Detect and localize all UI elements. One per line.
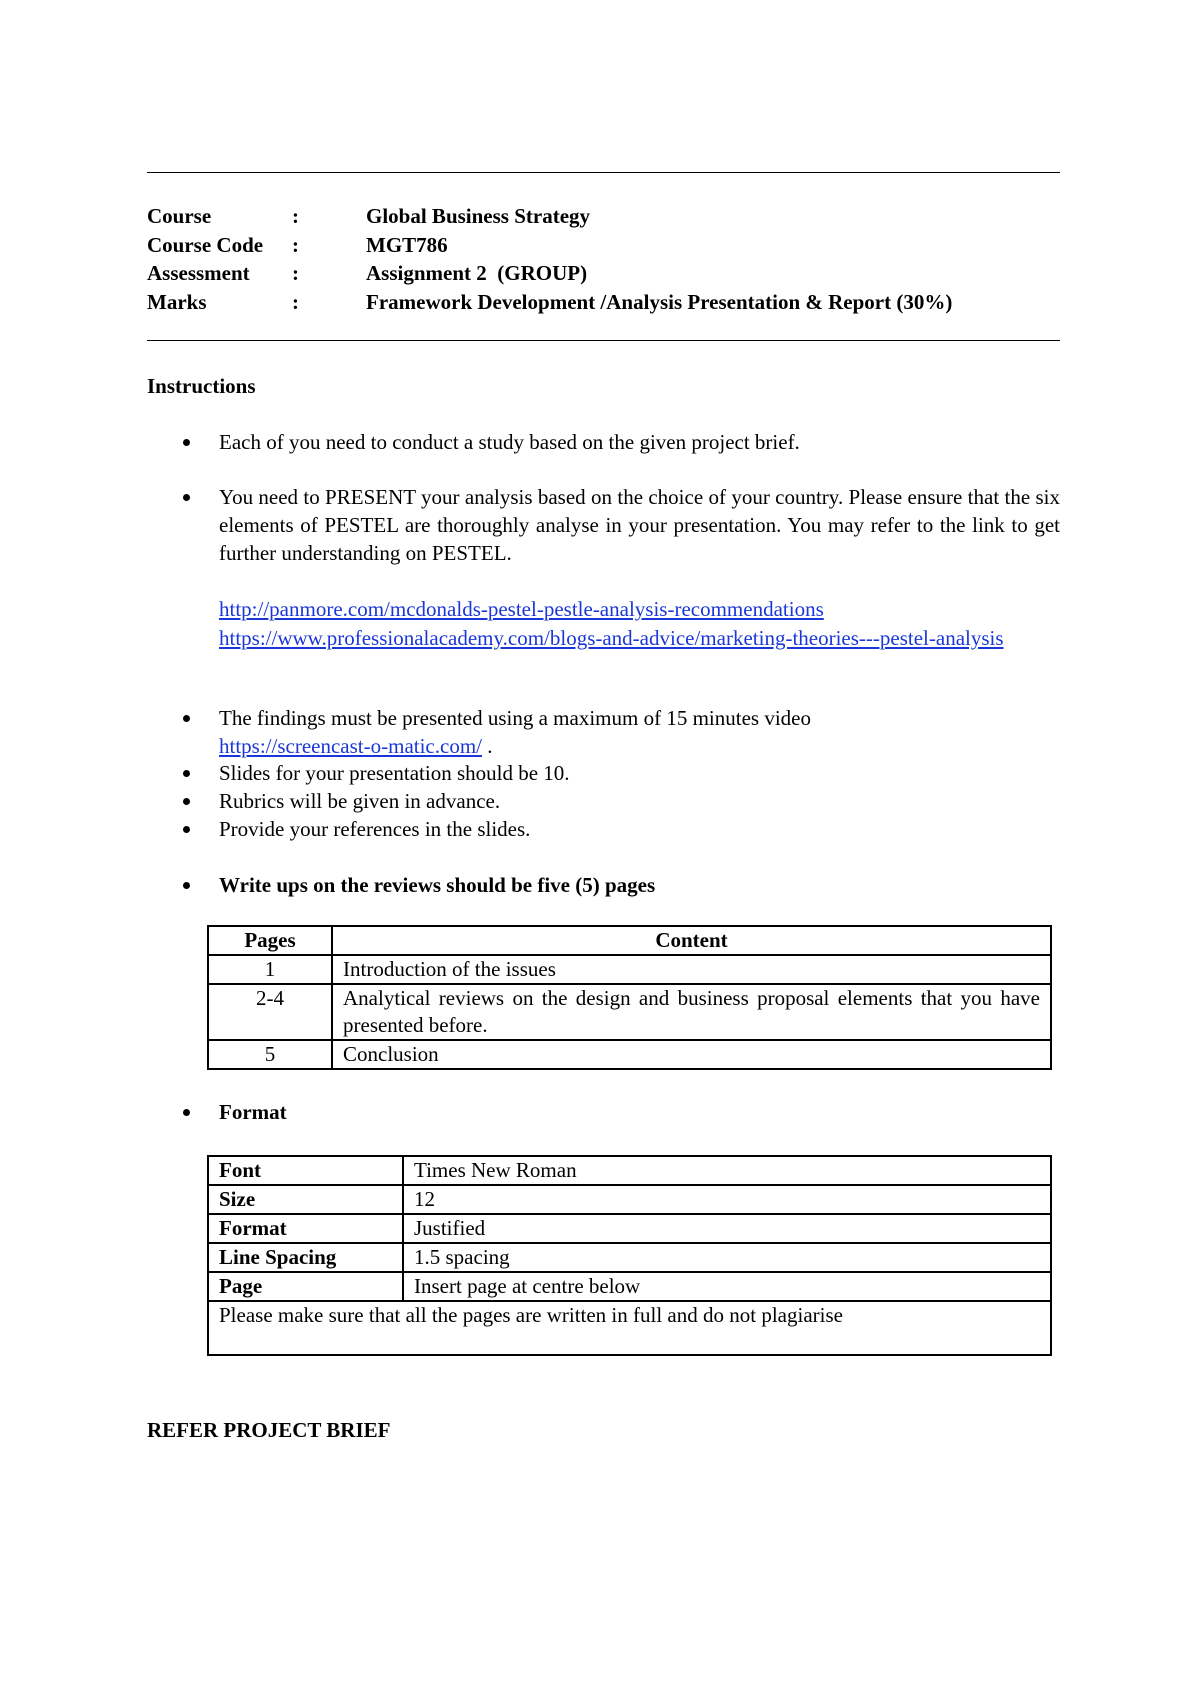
assessment-colon: : — [292, 261, 299, 285]
table-row — [208, 955, 1051, 984]
page-content: Conclusion — [332, 1040, 1051, 1069]
course-code-label: Course Code — [147, 232, 264, 257]
assessment-label: Assessment — [147, 261, 250, 285]
course-code-colon: : — [292, 232, 299, 257]
course-colon: : — [292, 204, 299, 228]
instruction-rubrics: Rubrics will be given in advance. — [219, 789, 501, 813]
format-key: Size — [208, 1185, 403, 1214]
table-row — [208, 1243, 1051, 1272]
marks-label: Marks — [147, 289, 207, 314]
format-heading: Format — [219, 1100, 287, 1124]
format-value: Insert page at centre below — [403, 1272, 1051, 1301]
format-table — [207, 1155, 1052, 1356]
page-number: 2-4 — [208, 984, 332, 1040]
table-header-row — [208, 926, 1051, 955]
page-content: Analytical reviews on the design and business proposal elements that you have presented before. — [332, 984, 1051, 1040]
pages-header: Pages — [208, 926, 332, 955]
course-code-value: MGT786 — [366, 232, 448, 257]
instruction-references: Provide your references in the slides. — [219, 817, 531, 841]
marks-colon: : — [292, 289, 299, 314]
format-value: Times New Roman — [403, 1156, 1051, 1185]
instruction-present: You need to PRESENT your analysis based on the choice of your country. Please ensure that the six elements of PESTEL are thoroughly analyse in your presentation. You may refer to the link to get further understanding on PESTEL. — [219, 485, 1060, 565]
table-row — [208, 1214, 1051, 1243]
table-row — [208, 1040, 1051, 1069]
instruction-video — [219, 704, 1060, 760]
video-text: The findings must be presented using a maximum of 15 minutes video — [219, 706, 811, 730]
table-row — [208, 1185, 1051, 1214]
table-row — [208, 1301, 1051, 1355]
pages-table — [207, 925, 1052, 1070]
marks-value: Framework Development /Analysis Presentation & Report (30%) — [366, 289, 953, 314]
pestel-link-1[interactable]: http://panmore.com/mcdonalds-pestel-pestle-analysis-recommendations — [219, 597, 824, 621]
table-row — [208, 1272, 1051, 1301]
page-content: Introduction of the issues — [332, 955, 1051, 984]
page-number: 1 — [208, 955, 332, 984]
format-value: Justified — [403, 1214, 1051, 1243]
format-key: Format — [208, 1214, 403, 1243]
course-label: Course — [147, 204, 212, 228]
instruction-writeups: Write ups on the reviews should be five (5) pages — [219, 873, 656, 897]
video-suffix: . — [482, 734, 493, 758]
format-key: Line Spacing — [208, 1243, 403, 1272]
instructions-heading: Instructions — [147, 374, 256, 398]
pestel-link-1-line — [219, 595, 824, 623]
table-row — [208, 984, 1051, 1040]
assessment-value: Assignment 2 (GROUP) — [366, 261, 588, 285]
content-header: Content — [332, 926, 1051, 955]
page-number: 5 — [208, 1040, 332, 1069]
format-key: Font — [208, 1156, 403, 1185]
format-value: 1.5 spacing — [403, 1243, 1051, 1272]
refer-project-brief: REFER PROJECT BRIEF — [147, 1418, 391, 1442]
screencast-link[interactable]: https://screencast-o-matic.com/ — [219, 734, 482, 758]
format-key: Page — [208, 1272, 403, 1301]
instruction-study: Each of you need to conduct a study based on the given project brief. — [219, 430, 800, 454]
instruction-slides: Slides for your presentation should be 10. — [219, 761, 570, 785]
course-value: Global Business Strategy — [366, 204, 591, 228]
bottom-rule — [147, 340, 1060, 341]
pestel-link-2-line — [219, 624, 1004, 652]
format-value: 12 — [403, 1185, 1051, 1214]
plagiarism-note: Please make sure that all the pages are written in full and do not plagiarise — [208, 1301, 1051, 1355]
top-rule — [147, 172, 1060, 173]
pestel-link-2[interactable]: https://www.professionalacademy.com/blogs-and-advice/marketing-theories---pestel-analysis — [219, 626, 1004, 650]
table-row — [208, 1156, 1051, 1185]
